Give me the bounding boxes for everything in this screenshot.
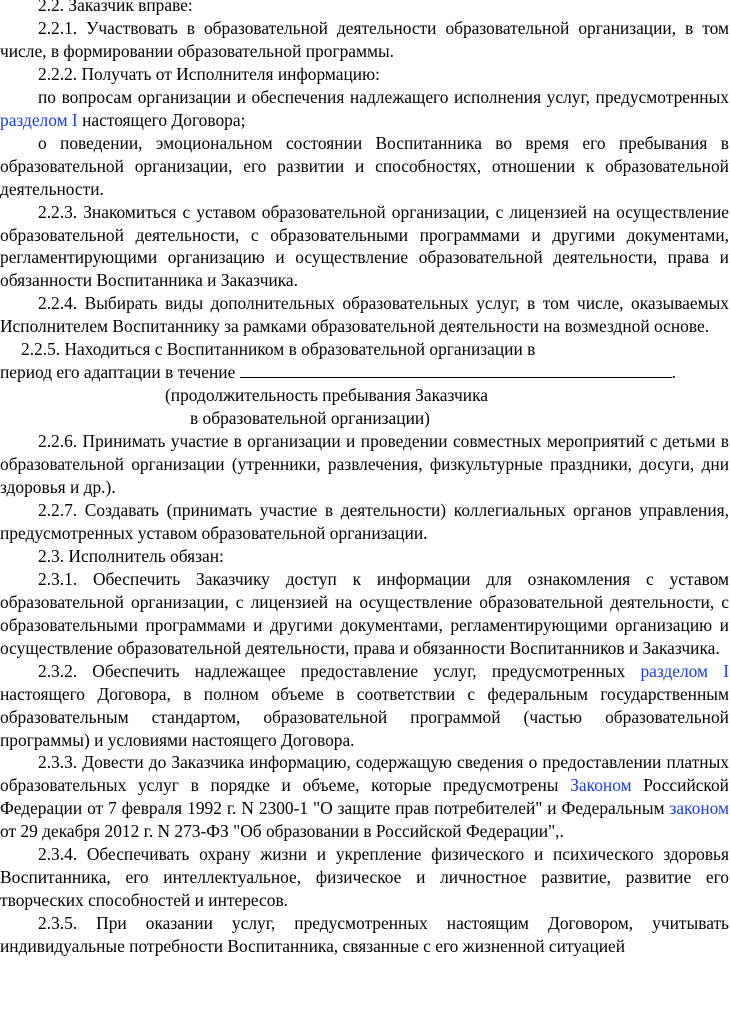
clause-2-2-2: 2.2.2. Получать от Исполнителя информацию: bbox=[38, 63, 380, 84]
clause-2-2-heading: 2.2. Заказчик вправе: bbox=[38, 0, 193, 15]
clause-end: . bbox=[671, 362, 677, 383]
clause-2-3-heading: 2.3. Исполнитель обязан: bbox=[38, 545, 224, 566]
clause-2-2-5-line2 bbox=[0, 361, 729, 384]
clause-text: настоящего Договора, в полном объеме в соответствии с федеральным государственным образовательным стандартом, образовательной программой (частью образовательной программы) и условиями настоящего Договора. bbox=[0, 683, 729, 750]
blank-caption-line2: в образовательной организации) bbox=[190, 408, 430, 429]
clause-text: от 29 декабря 2012 г. N 273-ФЗ "Об образовании в Российской Федерации",. bbox=[0, 821, 564, 842]
clause-2-2-3: 2.2.3. Знакомиться с уставом образовательной организации, с лицензией на осуществление образовательной деятельности, с образовательными программами и другими документами, регламентирующими организацию и осуществление образовательной деятельности, права и обязанности Воспитанника и Заказчика. bbox=[0, 201, 729, 291]
clause-2-2-6: 2.2.6. Принимать участие в организации и проведении совместных мероприятий с детьми в образовательной организации (утренники, развлечения, физкультурные праздники, досуги, дни здоровья и др.). bbox=[0, 431, 729, 498]
clause-text: по вопросам организации и обеспечения надлежащего исполнения услуг, предусмотренных bbox=[38, 86, 729, 107]
clause-2-2-2-item-organization bbox=[0, 86, 729, 132]
clause-text: период его адаптации в течение bbox=[0, 362, 236, 383]
clause-2-2-5-line1: 2.2.5. Находиться с Воспитанником в образовательной организации в bbox=[21, 339, 536, 360]
clause-2-2-2-item-behavior: о поведении, эмоциональном состоянии Воспитанника во время его пребывания в образовательной организации, его развитии и способностях, отношении к образовательной деятельности. bbox=[0, 132, 729, 199]
clause-2-2-7: 2.2.7. Создавать (принимать участие в деятельности) коллегиальных органов управления, предусмотренных уставом образовательной организации. bbox=[0, 499, 729, 543]
clause-2-3-1: 2.3.1. Обеспечить Заказчику доступ к информации для ознакомления с уставом образовательной организации, с лицензией на осуществление образовательной деятельности, с образовательными программами и другими документами, регламентирующими организацию и осуществление образовательной деятельности, права и обязанности Воспитанников и Заказчика. bbox=[0, 568, 729, 658]
clause-2-3-4: 2.3.4. Обеспечивать охрану жизни и укрепление физического и психического здоровья Воспитанника, его интеллектуальное, физическое и личностное развитие, развитие его творческих способностей и интересов. bbox=[0, 844, 729, 911]
clause-2-3-3 bbox=[0, 751, 729, 843]
consumer-protection-law-link[interactable]: Законом bbox=[570, 775, 632, 796]
clause-text: настоящего Договора; bbox=[77, 109, 246, 130]
clause-text: 2.3.2. Обеспечить надлежащее предоставление услуг, предусмотренных bbox=[38, 660, 641, 681]
section-1-link[interactable]: разделом I bbox=[0, 109, 78, 130]
clause-text: 2.3.3. Довести до Заказчика информацию, содержащую сведения о предоставлении платных образовательных услуг в порядке и объеме, которые предусмотрены bbox=[0, 752, 729, 796]
blank-caption-line1: (продолжительность пребывания Заказчика bbox=[165, 385, 488, 406]
section-1-link[interactable]: разделом I bbox=[640, 660, 729, 681]
clause-2-3-5: 2.3.5. При оказании услуг, предусмотренных настоящим Договором, учитывать индивидуальные потребности Воспитанника, связанные с его жизненной ситуацией bbox=[0, 913, 729, 957]
clause-text: Российской Федерации от 7 февраля 1992 г. N 2300-1 "О защите прав потребителей" и Федеральным bbox=[0, 775, 729, 819]
fill-in-blank-line[interactable] bbox=[240, 362, 672, 378]
clause-2-3-2 bbox=[0, 660, 729, 752]
clause-2-2-1: 2.2.1. Участвовать в образовательной деятельности образовательной организации, в том числе, в формировании образовательной программы. bbox=[0, 17, 729, 61]
clause-2-2-4: 2.2.4. Выбирать виды дополнительных образовательных услуг, в том числе, оказываемых Исполнителем Воспитаннику за рамками образовательной деятельности на возмездной основе. bbox=[0, 293, 729, 337]
education-law-link[interactable]: законом bbox=[669, 798, 729, 819]
